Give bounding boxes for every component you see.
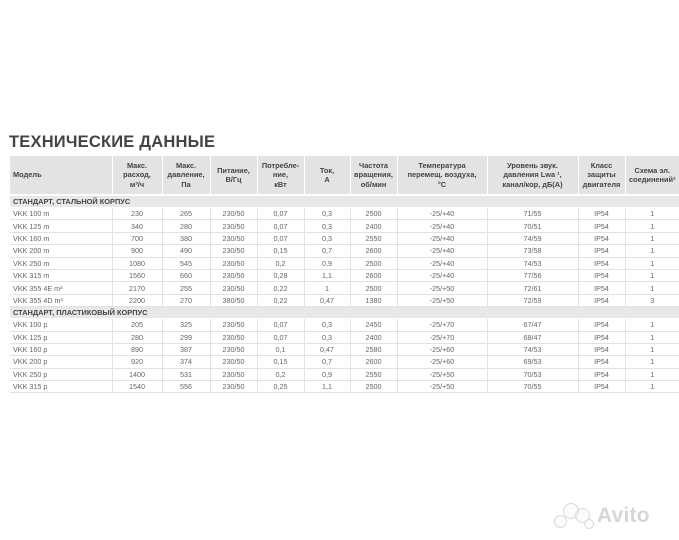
table-cell: 2600 [350, 245, 397, 257]
table-cell: -25/+50 [397, 368, 487, 380]
table-cell: 73/58 [487, 245, 578, 257]
table-cell: 0,3 [304, 220, 350, 232]
table-cell: 1540 [112, 381, 162, 393]
table-row [10, 257, 679, 269]
table-cell: 1 [625, 282, 679, 294]
table-cell: 280 [162, 220, 210, 232]
table-cell: -25/+40 [397, 257, 487, 269]
column-header-line: перемещ. воздуха, [407, 170, 477, 180]
column-header-line: Макс. [126, 161, 148, 171]
table-cell: -25/+50 [397, 282, 487, 294]
table-cell: 74/53 [487, 343, 578, 355]
column-header [625, 156, 679, 195]
column-header-line: защиты [587, 170, 616, 180]
table-cell: 230/50 [210, 356, 257, 368]
column-header [112, 156, 162, 195]
table-cell: 265 [162, 208, 210, 220]
tech-data-table [10, 156, 679, 393]
column-header-line: давления Lwa ¹, [503, 170, 562, 180]
table-row [10, 269, 679, 281]
table-cell: 0,07 [257, 331, 304, 343]
column-header [487, 156, 578, 195]
table-cell: 2400 [350, 331, 397, 343]
table-cell: 230/50 [210, 319, 257, 331]
table-cell: 0,07 [257, 208, 304, 220]
table-cell: 1 [625, 368, 679, 380]
table-cell: 1 [625, 245, 679, 257]
table-cell: -25/+40 [397, 208, 487, 220]
table-cell: 280 [112, 331, 162, 343]
table-header [10, 156, 679, 195]
table-cell: IP54 [578, 381, 625, 393]
column-header-line: двигателя [582, 179, 621, 189]
avito-logo-icon [552, 503, 596, 529]
table-row [10, 381, 679, 393]
table-cell: -25/+70 [397, 319, 487, 331]
table-cell: 1 [625, 356, 679, 368]
table-cell: 0,07 [257, 232, 304, 244]
column-header-line: Па [181, 179, 191, 189]
table-cell: 68/47 [487, 331, 578, 343]
table-cell: 1,1 [304, 269, 350, 281]
table-cell: -25/+70 [397, 331, 487, 343]
table-cell: 0,2 [257, 257, 304, 269]
table-row [10, 220, 679, 232]
column-header-line: расход, [123, 170, 151, 180]
table-cell: 230/50 [210, 220, 257, 232]
table-cell: 1 [625, 208, 679, 220]
model-cell: VKK 160 p [10, 343, 112, 355]
table-cell: 230 [112, 208, 162, 220]
table-cell: 1 [625, 232, 679, 244]
table-cell: 230/50 [210, 257, 257, 269]
table-cell: IP54 [578, 257, 625, 269]
column-header-line: ние, [272, 170, 289, 180]
column-header-line: Ток, [319, 165, 335, 175]
column-header [350, 156, 397, 195]
column-header-line: Модель [13, 170, 42, 180]
table-cell: 71/55 [487, 208, 578, 220]
table-cell: 0,9 [304, 368, 350, 380]
column-header-line: °C [437, 179, 447, 189]
table-cell: 890 [112, 343, 162, 355]
column-header-line: давление, [167, 170, 205, 180]
table-row [10, 208, 679, 220]
table-cell: 0,1 [257, 343, 304, 355]
table-cell: 2550 [350, 368, 397, 380]
table-row [10, 294, 679, 306]
column-header-line: Потребле- [261, 161, 300, 171]
column-header-line: соединений² [628, 175, 676, 184]
table-cell: 1560 [112, 269, 162, 281]
model-cell: VKK 355 4E m³ [10, 282, 112, 294]
table-cell: -25/+60 [397, 343, 487, 355]
table-cell: 374 [162, 356, 210, 368]
table-cell: 74/59 [487, 232, 578, 244]
table-cell: 230/50 [210, 381, 257, 393]
table-cell: 0,47 [304, 294, 350, 306]
table-cell: 2500 [350, 282, 397, 294]
table-row [10, 319, 679, 331]
model-cell: VKK 315 p [10, 381, 112, 393]
group-row [10, 195, 679, 208]
table-row [10, 282, 679, 294]
column-header [162, 156, 210, 195]
table-cell: IP54 [578, 220, 625, 232]
table-cell: 0,22 [257, 294, 304, 306]
table-cell: 230/50 [210, 368, 257, 380]
model-cell: VKK 315 m [10, 269, 112, 281]
table-cell: 0,3 [304, 331, 350, 343]
model-cell: VKK 200 p [10, 356, 112, 368]
model-cell: VKK 250 p [10, 368, 112, 380]
table-cell: 0,07 [257, 220, 304, 232]
table-row [10, 368, 679, 380]
table-cell: 2400 [350, 220, 397, 232]
model-cell: VKK 200 m [10, 245, 112, 257]
table-cell: -25/+40 [397, 232, 487, 244]
table-cell: -25/+50 [397, 294, 487, 306]
table-cell: 0,3 [304, 232, 350, 244]
group-label: СТАНДАРТ, СТАЛЬНОЙ КОРПУС [10, 195, 679, 208]
table-cell: 2500 [350, 381, 397, 393]
column-header [10, 156, 112, 195]
table-cell: -25/+60 [397, 356, 487, 368]
table-cell: 0,2 [257, 368, 304, 380]
column-header-line: Схема эл. [634, 165, 670, 175]
page-title: ТЕХНИЧЕСКИЕ ДАННЫЕ [9, 133, 216, 151]
table-cell: 299 [162, 331, 210, 343]
table-row [10, 245, 679, 257]
table-cell: 2600 [350, 356, 397, 368]
table-cell: 230/50 [210, 232, 257, 244]
table-cell: 387 [162, 343, 210, 355]
table-cell: 0,25 [257, 381, 304, 393]
table-cell: 2580 [350, 343, 397, 355]
column-header-line: Макс. [175, 161, 197, 171]
model-cell: VKK 125 p [10, 331, 112, 343]
table-cell: 380 [162, 232, 210, 244]
table-cell: 3 [625, 294, 679, 306]
table-cell: 2170 [112, 282, 162, 294]
table-cell: 0,7 [304, 245, 350, 257]
table-cell: 70/51 [487, 220, 578, 232]
table-cell: 270 [162, 294, 210, 306]
group-row [10, 307, 679, 319]
table-cell: IP54 [578, 294, 625, 306]
table-row [10, 232, 679, 244]
table-cell: 531 [162, 368, 210, 380]
table-cell: 67/47 [487, 319, 578, 331]
model-cell: VKK 355 4D m³ [10, 294, 112, 306]
watermark-text: Avito [597, 504, 650, 527]
table-cell: 230/50 [210, 245, 257, 257]
table-cell: 1 [625, 220, 679, 232]
table-cell: 700 [112, 232, 162, 244]
table-cell: 660 [162, 269, 210, 281]
table-cell: IP54 [578, 232, 625, 244]
table-cell: 205 [112, 319, 162, 331]
table-cell: 1 [625, 343, 679, 355]
table-cell: 0,07 [257, 319, 304, 331]
table-cell: 340 [112, 220, 162, 232]
table-cell: 69/53 [487, 356, 578, 368]
column-header-line: кВт [274, 179, 287, 189]
column-header-line: А [324, 175, 330, 184]
table-cell: 2550 [350, 232, 397, 244]
table-cell: 70/55 [487, 381, 578, 393]
column-header-line: Питание, [217, 165, 250, 175]
table-cell: 1,1 [304, 381, 350, 393]
table-cell: 2450 [350, 319, 397, 331]
column-header-line: Температура [418, 161, 466, 171]
column-header-line: Уровень звук. [507, 161, 558, 171]
column-header [257, 156, 304, 195]
column-header [397, 156, 487, 195]
table-cell: -25/+50 [397, 381, 487, 393]
table-body [10, 195, 679, 393]
column-header-line: Частота [359, 161, 388, 171]
column-header-line: Класс [590, 161, 613, 171]
table-cell: 1 [625, 381, 679, 393]
table-cell: 1 [304, 282, 350, 294]
column-header [578, 156, 625, 195]
table-cell: 1 [625, 269, 679, 281]
column-header-line: канал/кор, дБ(А) [502, 179, 563, 189]
table-cell: 70/53 [487, 368, 578, 380]
model-cell: VKK 125 m [10, 220, 112, 232]
table-cell: 380/50 [210, 294, 257, 306]
table-cell: IP54 [578, 245, 625, 257]
table-cell: 230/50 [210, 331, 257, 343]
table-cell: 74/53 [487, 257, 578, 269]
table-cell: 255 [162, 282, 210, 294]
table-cell: IP54 [578, 331, 625, 343]
table-cell: 2200 [112, 294, 162, 306]
table-cell: IP54 [578, 343, 625, 355]
table-cell: IP54 [578, 356, 625, 368]
table-cell: 920 [112, 356, 162, 368]
table-cell: 556 [162, 381, 210, 393]
table-cell: 2600 [350, 269, 397, 281]
table-cell: -25/+40 [397, 220, 487, 232]
table-cell: 545 [162, 257, 210, 269]
table-cell: 1080 [112, 257, 162, 269]
model-cell: VKK 100 m [10, 208, 112, 220]
model-cell: VKK 100 p [10, 319, 112, 331]
column-header [304, 156, 350, 195]
table-cell: 0,22 [257, 282, 304, 294]
column-header-line: об/мин [360, 179, 387, 189]
table-cell: IP54 [578, 282, 625, 294]
table-cell: 1 [625, 257, 679, 269]
group-label: СТАНДАРТ, ПЛАСТИКОВЫЙ КОРПУС [10, 307, 679, 319]
table-cell: 230/50 [210, 343, 257, 355]
table-cell: 1 [625, 331, 679, 343]
table-cell: 0,9 [304, 257, 350, 269]
table-cell: 1400 [112, 368, 162, 380]
table-cell: 230/50 [210, 269, 257, 281]
table-cell: 230/50 [210, 282, 257, 294]
table-cell: 77/56 [487, 269, 578, 281]
table-cell: 0,47 [304, 343, 350, 355]
table-cell: 0,15 [257, 356, 304, 368]
watermark [552, 503, 648, 529]
table-cell: IP54 [578, 208, 625, 220]
table-cell: 0,3 [304, 319, 350, 331]
table-cell: IP54 [578, 368, 625, 380]
table-cell: 490 [162, 245, 210, 257]
table-cell: 72/61 [487, 282, 578, 294]
column-header [210, 156, 257, 195]
model-cell: VKK 160 m [10, 232, 112, 244]
table-cell: 0,7 [304, 356, 350, 368]
table-cell: 900 [112, 245, 162, 257]
column-header-line: В/Гц [225, 175, 242, 184]
table-cell: 230/50 [210, 208, 257, 220]
table-cell: 1 [625, 319, 679, 331]
table-cell: 0,3 [304, 208, 350, 220]
table-cell: 2500 [350, 257, 397, 269]
table-cell: 325 [162, 319, 210, 331]
table-cell: IP54 [578, 319, 625, 331]
column-header-line: вращения, [354, 170, 393, 180]
table-cell: 0,15 [257, 245, 304, 257]
table-row [10, 356, 679, 368]
table-cell: -25/+40 [397, 245, 487, 257]
table-row [10, 343, 679, 355]
table-cell: 72/59 [487, 294, 578, 306]
table-cell: 1380 [350, 294, 397, 306]
model-cell: VKK 250 m [10, 257, 112, 269]
column-header-line: м³/ч [129, 179, 145, 189]
table-cell: 2500 [350, 208, 397, 220]
table-cell: -25/+40 [397, 269, 487, 281]
table-row [10, 331, 679, 343]
table-cell: IP54 [578, 269, 625, 281]
table-cell: 0,28 [257, 269, 304, 281]
